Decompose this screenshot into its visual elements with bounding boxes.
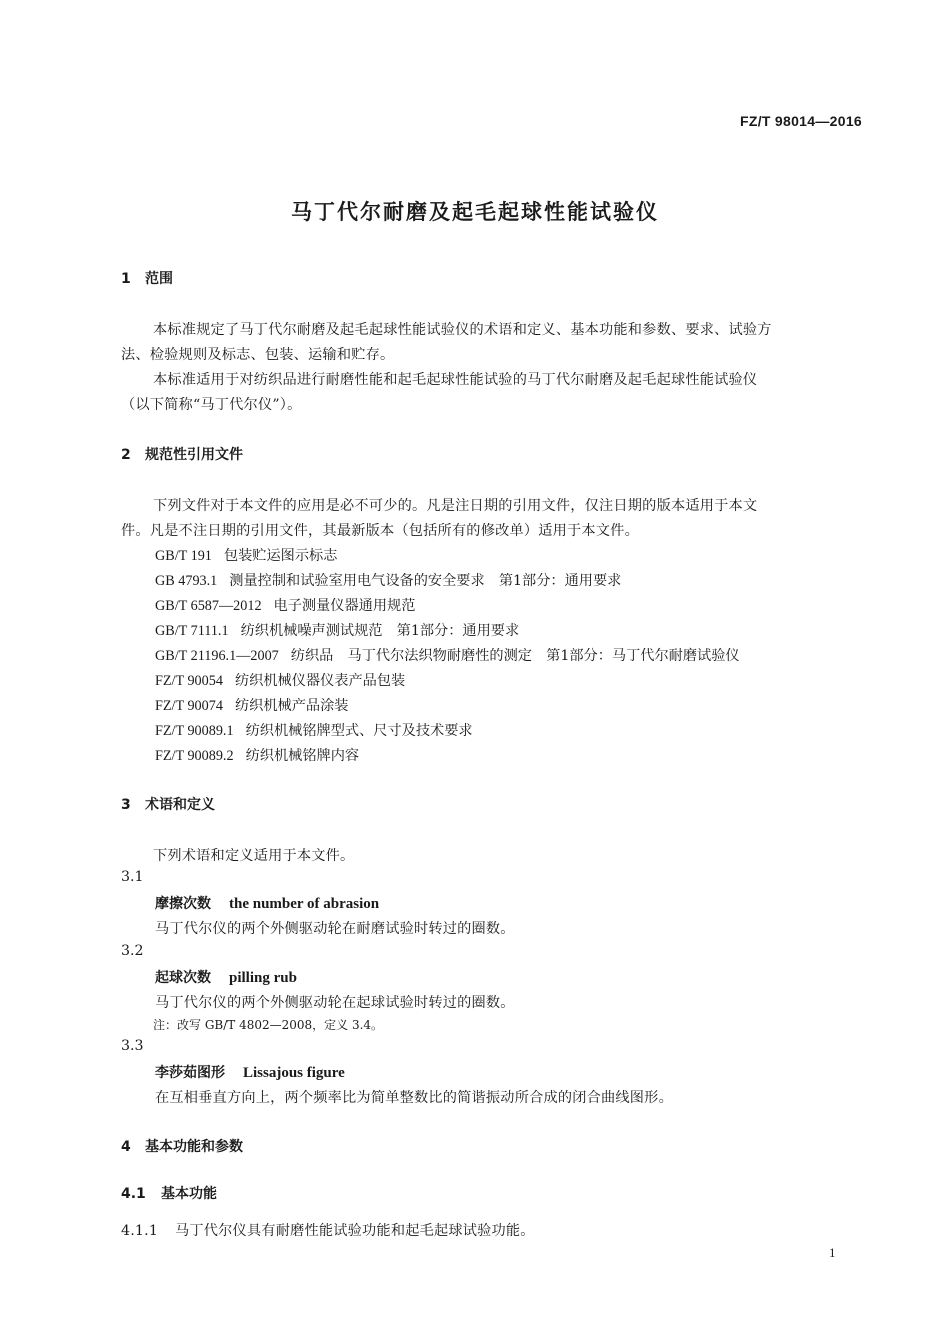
reference-title: 纺织机械铭牌型式、尺寸及技术要求 xyxy=(245,723,473,739)
reference-code: GB/T 191 xyxy=(155,548,212,564)
reference-item xyxy=(155,595,415,615)
section-2-heading xyxy=(121,444,243,464)
term-definition: 马丁代尔仪的两个外侧驱动轮在起球试验时转过的圈数。 xyxy=(155,995,515,1011)
section-number: 4 xyxy=(121,1139,131,1155)
reference-title: 包装贮运图示标志 xyxy=(223,548,338,564)
term-entry xyxy=(155,967,297,987)
section-number: 1 xyxy=(121,271,131,287)
section-number: 3 xyxy=(121,797,131,813)
reference-code: FZ/T 90074 xyxy=(155,698,223,714)
reference-code: GB/T 6587—2012 xyxy=(155,598,262,614)
term-english: the number of abrasion xyxy=(229,896,380,912)
section-title: 基本功能和参数 xyxy=(145,1139,243,1155)
page-number: 1 xyxy=(829,1245,836,1260)
reference-code: FZ/T 90089.2 xyxy=(155,748,234,764)
reference-title: 纺织品 马丁代尔法织物耐磨性的测定 第1部分：马丁代尔耐磨试验仪 xyxy=(290,648,740,664)
reference-title: 纺织机械噪声测试规范 第1部分：通用要求 xyxy=(240,623,520,639)
subsection-4-1-heading xyxy=(121,1183,217,1203)
term-chinese: 摩擦次数 xyxy=(155,896,211,912)
reference-title: 纺织机械仪器仪表产品包装 xyxy=(234,673,406,689)
term-definition: 在互相垂直方向上，两个频率比为简单整数比的简谐振动所合成的闭合曲线图形。 xyxy=(155,1090,673,1106)
section-title: 规范性引用文件 xyxy=(145,447,243,463)
section-number: 2 xyxy=(121,447,131,463)
clause-number: 3.3 xyxy=(121,1038,144,1054)
standard-number: FZ/T 98014—2016 xyxy=(739,113,862,129)
reference-item xyxy=(155,670,405,690)
section-1-heading xyxy=(121,268,173,288)
term-entry xyxy=(155,893,379,913)
reference-item xyxy=(155,545,337,565)
reference-item xyxy=(155,695,348,715)
paragraph-line: 法、检验规则及标志、包装、运输和贮存。 xyxy=(121,347,395,363)
reference-code: GB 4793.1 xyxy=(155,573,218,589)
term-english: pilling rub xyxy=(229,970,297,986)
term-chinese: 李莎茹图形 xyxy=(155,1065,225,1081)
clause-number: 3.2 xyxy=(121,943,144,959)
subsection-title: 基本功能 xyxy=(161,1186,217,1202)
reference-title: 电子测量仪器通用规范 xyxy=(273,598,416,614)
section-4-heading xyxy=(121,1136,243,1156)
reference-title: 纺织机械产品涂装 xyxy=(234,698,349,714)
clause-number: 3.1 xyxy=(121,869,144,885)
subsection-number: 4.1 xyxy=(121,1186,146,1202)
reference-code: FZ/T 90089.1 xyxy=(155,723,234,739)
reference-code: GB/T 7111.1 xyxy=(155,623,229,639)
paragraph-line: （以下简称“马丁代尔仪”）。 xyxy=(121,397,302,413)
term-chinese: 起球次数 xyxy=(155,970,211,986)
term-english: Lissajous figure xyxy=(243,1065,345,1081)
reference-item xyxy=(155,570,621,590)
document-title: 马丁代尔耐磨及起毛起球性能试验仪 xyxy=(291,200,659,224)
clause-number: 4.1.1 xyxy=(121,1223,159,1239)
reference-item xyxy=(155,645,740,665)
term-definition: 马丁代尔仪的两个外侧驱动轮在耐磨试验时转过的圈数。 xyxy=(155,921,515,937)
reference-item xyxy=(155,745,359,765)
term-note: 注：改写 GB/T 4802—2008，定义 3.4。 xyxy=(153,1018,384,1032)
section-title: 范围 xyxy=(145,271,173,287)
reference-title: 纺织机械铭牌内容 xyxy=(245,748,360,764)
paragraph-line: 下列文件对于本文件的应用是必不可少的。凡是注日期的引用文件，仅注日期的版本适用于本文 xyxy=(153,498,758,514)
reference-title: 测量控制和试验室用电气设备的安全要求 第1部分：通用要求 xyxy=(229,573,622,589)
clause-text: 马丁代尔仪具有耐磨性能试验功能和起毛起球试验功能。 xyxy=(175,1223,535,1239)
paragraph-line: 下列术语和定义适用于本文件。 xyxy=(153,848,355,864)
reference-code: FZ/T 90054 xyxy=(155,673,223,689)
section-3-heading xyxy=(121,794,215,814)
clause-item xyxy=(121,1220,535,1240)
reference-item xyxy=(155,720,473,740)
paragraph-line: 本标准适用于对纺织品进行耐磨性能和起毛起球性能试验的马丁代尔耐磨及起毛起球性能试验仪 xyxy=(153,372,758,388)
term-entry xyxy=(155,1062,345,1082)
reference-item xyxy=(155,620,519,640)
paragraph-line: 件。凡是不注日期的引用文件，其最新版本（包括所有的修改单）适用于本文件。 xyxy=(121,523,639,539)
reference-code: GB/T 21196.1—2007 xyxy=(155,648,279,664)
section-title: 术语和定义 xyxy=(145,797,215,813)
paragraph-line: 本标准规定了马丁代尔耐磨及起毛起球性能试验仪的术语和定义、基本功能和参数、要求、试验方 xyxy=(153,322,772,338)
